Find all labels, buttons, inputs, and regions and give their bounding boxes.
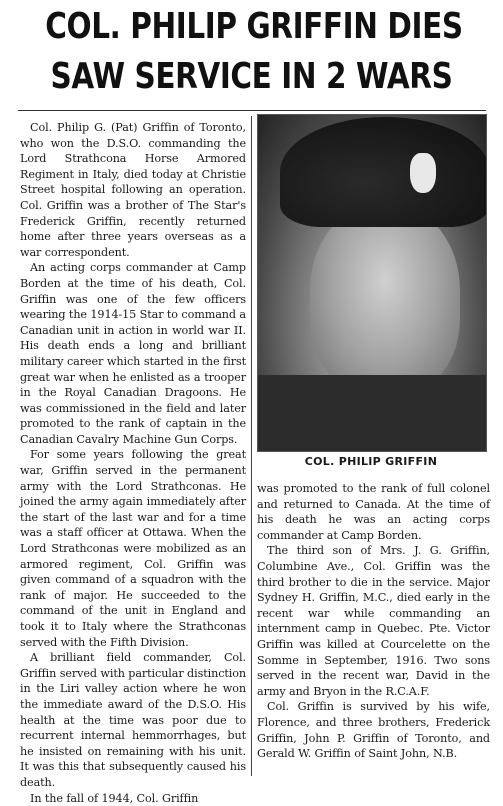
article-right-column: [257, 481, 490, 762]
portrait-beret: [280, 117, 487, 227]
article-paragraph: A brilliant field commander, Col. Griffin served with particular distinction in the Liri valley action where he won the immediate award of the D.S.O. His health at the time was poor due to recurrent internal hemmorrhages, but he insisted on remaining with his unit. It was this that subsequently caused his death.: [20, 651, 246, 789]
cap-badge-icon: [410, 153, 436, 193]
article-paragraph: Col. Philip G. (Pat) Griffin of Toronto, who won the D.S.O. commanding the Lord Strathcona Horse Armored Regiment in Italy, died today at Christie Street hospital following an operation. Col. Griffin was a brother of The Star's Frederick Griffin, recently returned home after three years overseas as a war correspondent.: [20, 121, 246, 259]
headline-line-1: COL. PHILIP GRIFFIN DIES: [45, 6, 463, 47]
article-paragraph: Col. Griffin is survived by his wife, Florence, and three brothers, Frederick Griffin, John P. Griffin of Toronto, and Gerald W. Griffin of Saint John, N.B.: [257, 700, 490, 761]
portrait-photo: [257, 114, 487, 452]
article-left-column: [20, 120, 246, 806]
article-paragraph: was promoted to the rank of full colonel and returned to Canada. At the time of his death he was an acting corps commander at Camp Borden.: [257, 482, 490, 542]
headline-rule: [18, 110, 486, 111]
column-divider: [251, 116, 252, 776]
portrait-face: [310, 205, 460, 395]
article-paragraph: The third son of Mrs. J. G. Griffin, Columbine Ave., Col. Griffin was the third brother to die in the service. Major Sydney H. Griffin, M.C., died early in the recent war while commanding an internment camp in Quebec. Pte. Victor Griffin was killed at Courcelette on the Somme in September, 1916. Two sons served in the recent war, David in the army and Bryon in the R.C.A.F.: [257, 544, 490, 698]
article-paragraph: An acting corps commander at Camp Borden at the time of his death, Col. Griffin was one of the few officers wearing the 1914-15 Star to command a Canadian unit in action in world war II. His death ends a long and brilliant military career which started in the first great war when he enlisted as a trooper in the Royal Canadian Dragoons. He was commissioned in the field and later promoted to the rank of captain in the Canadian Cavalry Machine Gun Corps.: [20, 261, 246, 446]
portrait-uniform: [258, 375, 486, 452]
article-paragraph: In the fall of 1944, Col. Griffin: [30, 791, 199, 805]
article-paragraph: For some years following the great war, Griffin served in the permanent army with the Lord Strathconas. He joined the army again immediately after the start of the last war and for a time was a staff officer at Ottawa. When the Lord Strathconas were mobilized as an armored regiment, Col. Griffin was given command of a squadron with the rank of major. He succeeded to the command of the unit in England and took it to Italy where the Strathconas served with the Fifth Division.: [20, 448, 246, 649]
headline-line-2: SAW SERVICE IN 2 WARS: [50, 56, 453, 97]
photo-caption: COL. PHILIP GRIFFIN: [304, 455, 438, 468]
